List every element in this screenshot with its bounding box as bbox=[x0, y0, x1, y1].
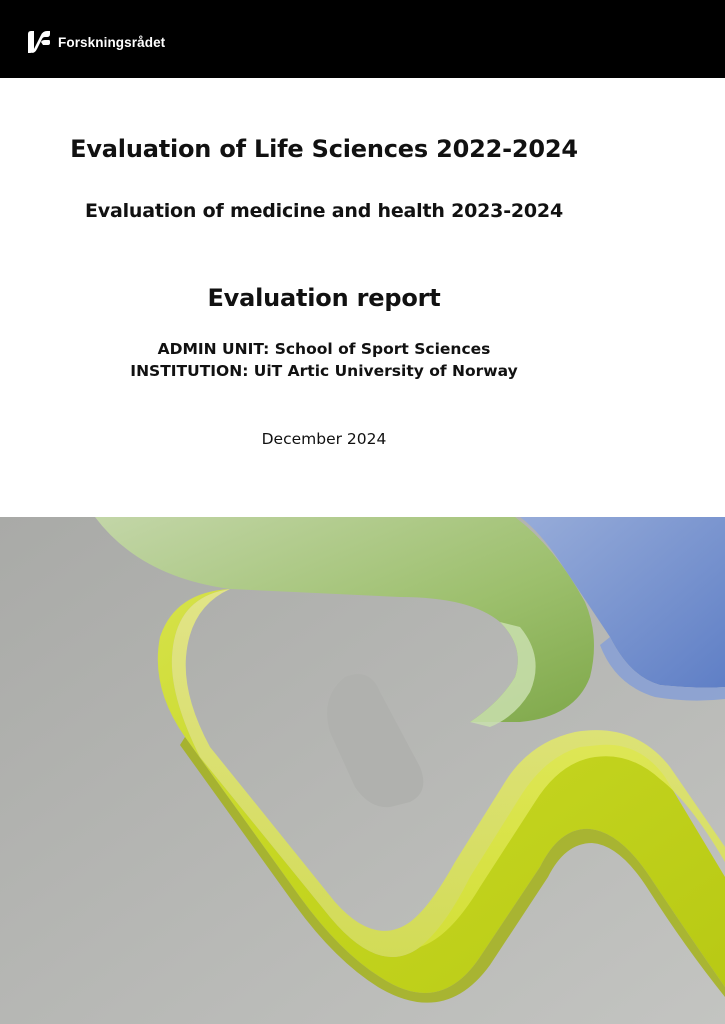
report-date: December 2024 bbox=[261, 430, 387, 448]
document-subtitle: Evaluation of medicine and health 2023-2024 bbox=[85, 200, 563, 222]
institution: INSTITUTION: UiT Artic University of Norway bbox=[130, 362, 518, 380]
admin-unit: ADMIN UNIT: School of Sport Sciences bbox=[157, 340, 491, 358]
brand-name: Forskningsrådet bbox=[58, 34, 166, 50]
report-type: Evaluation report bbox=[207, 284, 441, 312]
cover-ribbon-image bbox=[0, 517, 725, 1024]
forskningsradet-logo-icon bbox=[26, 29, 52, 55]
document-title: Evaluation of Life Sciences 2022-2024 bbox=[70, 135, 578, 163]
header-bar bbox=[0, 0, 725, 78]
brand-logo bbox=[26, 29, 165, 55]
